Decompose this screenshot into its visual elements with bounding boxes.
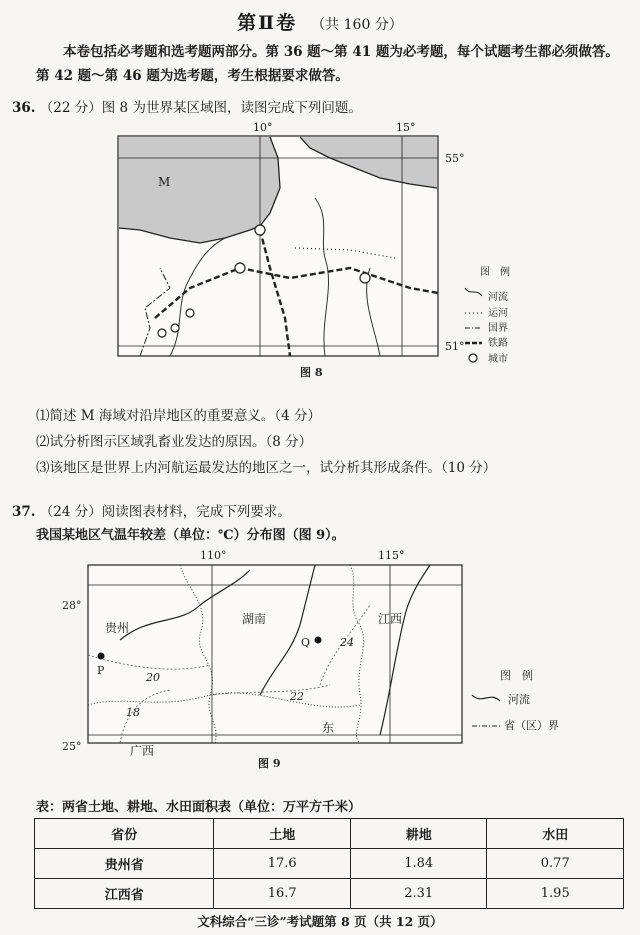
q36-subquestion-2: ⑵试分析图示区域乳畜业发达的原因。（8 分） bbox=[36, 434, 313, 450]
section-intro: 本卷包括必考题和选考题两部分。第 36 题～第 41 题为必考题，每个试题考生都必须做答。第 42 题～第 46 题为选考题，考生根据要求做答。 bbox=[36, 44, 619, 84]
table-header-cell: 水田 bbox=[487, 819, 624, 849]
table-header-row bbox=[35, 819, 624, 849]
table-cell: 16.7 bbox=[214, 879, 351, 909]
q36-subquestion-3: ⑶该地区是世界上内河航运最发达的地区之一，试分析其形成条件。（10 分） bbox=[36, 460, 497, 476]
table-header-cell: 省份 bbox=[35, 819, 214, 849]
fig9-point-q-marker bbox=[315, 637, 322, 644]
fig8-city bbox=[186, 309, 194, 317]
fig9-caption: 图 9 bbox=[258, 757, 281, 770]
question-37-stem: （24 分）阅读图表材料，完成下列要求。 bbox=[39, 504, 291, 520]
fig8-legend-river-icon bbox=[465, 288, 482, 296]
question-37 bbox=[12, 500, 291, 520]
table-cell: 1.84 bbox=[350, 849, 487, 879]
fig8-legend-city-icon bbox=[469, 354, 477, 362]
table-cell: 1.95 bbox=[487, 879, 624, 909]
q36-subquestion-1: ⑴简述 M 海域对沿岸地区的重要意义。（4 分） bbox=[36, 408, 322, 424]
fig8-legend-item: 城市 bbox=[488, 354, 508, 365]
fig9-legend-item: 省（区）界 bbox=[504, 719, 559, 732]
fig8-lat-label-1: 55° bbox=[445, 152, 465, 165]
fig9-region-label: 贵州 bbox=[105, 621, 130, 635]
table-cell: 江西省 bbox=[35, 879, 214, 909]
question-36-stem: （22 分）图 8 为世界某区域图，读图完成下列问题。 bbox=[39, 100, 362, 116]
question-36 bbox=[12, 96, 362, 116]
table-cell: 0.77 bbox=[487, 849, 624, 879]
fig9-point-label: Q bbox=[301, 636, 311, 649]
area-table bbox=[34, 818, 624, 909]
fig9-isoline-label: 22 bbox=[290, 690, 304, 703]
table-header-cell: 耕地 bbox=[350, 819, 487, 849]
fig9-lat-label-1: 28° bbox=[62, 599, 82, 612]
fig8-lon-label-1: 10° bbox=[253, 121, 273, 134]
fig8-legend-item: 国界 bbox=[488, 323, 508, 334]
fig9-legend-item: 河流 bbox=[508, 693, 530, 706]
fig9-legend-title: 图 例 bbox=[500, 669, 533, 682]
question-36-number: 36. bbox=[12, 100, 36, 116]
figure-8-map bbox=[110, 118, 510, 380]
fig9-frame bbox=[88, 565, 462, 743]
fig9-isoline-label: 18 bbox=[126, 706, 140, 719]
fig8-legend-title: 图 例 bbox=[480, 267, 510, 278]
table-row bbox=[35, 849, 624, 879]
fig9-lat-label-2: 25° bbox=[62, 740, 82, 753]
fig9-lon-label-2: 115° bbox=[378, 549, 405, 562]
fig8-legend-item: 河流 bbox=[488, 292, 508, 303]
fig9-region-label: 江西 bbox=[378, 612, 403, 626]
page-footer: 文科综合“三诊”考试题第 8 页（共 12 页） bbox=[197, 914, 443, 929]
fig8-city bbox=[360, 273, 370, 283]
fig8-lat-label-2: 51° bbox=[445, 340, 465, 353]
figure-9-map bbox=[60, 545, 585, 770]
fig9-region-label: 广西 bbox=[130, 744, 155, 758]
fig8-legend-item: 运河 bbox=[488, 308, 508, 319]
section-title: 第Ⅱ卷 bbox=[237, 12, 298, 34]
section-score: （共 160 分） bbox=[311, 17, 403, 33]
q37-material: 我国某地区气温年较差（单位：℃）分布图（图 9）。 bbox=[36, 528, 345, 543]
fig9-region-label: 东 bbox=[322, 721, 335, 735]
section-header bbox=[0, 8, 640, 35]
fig9-lon-label-1: 110° bbox=[200, 549, 227, 562]
fig8-legend-item: 铁路 bbox=[488, 338, 508, 349]
fig8-city bbox=[171, 324, 179, 332]
question-37-number: 37. bbox=[12, 504, 36, 520]
fig8-lon-label-2: 15° bbox=[396, 121, 416, 134]
table-header-cell: 土地 bbox=[214, 819, 351, 849]
fig9-point-p-marker bbox=[98, 653, 105, 660]
table-cell: 17.6 bbox=[214, 849, 351, 879]
fig9-point-label: P bbox=[97, 664, 105, 677]
fig8-city bbox=[235, 263, 245, 273]
fig9-isoline-label: 24 bbox=[340, 636, 354, 649]
fig8-sea-label: M bbox=[158, 175, 171, 189]
fig8-caption: 图 8 bbox=[300, 366, 323, 379]
fig8-city bbox=[255, 225, 265, 235]
fig9-isoline-label: 20 bbox=[146, 671, 160, 684]
table-row bbox=[35, 879, 624, 909]
fig9-legend-river-icon bbox=[472, 695, 500, 701]
table-cell: 2.31 bbox=[350, 879, 487, 909]
fig8-city bbox=[158, 329, 166, 337]
fig9-region-label: 湖南 bbox=[242, 612, 267, 626]
table-title: 表：两省土地、耕地、水田面积表（单位：万平方千米） bbox=[36, 800, 362, 815]
table-cell: 贵州省 bbox=[35, 849, 214, 879]
